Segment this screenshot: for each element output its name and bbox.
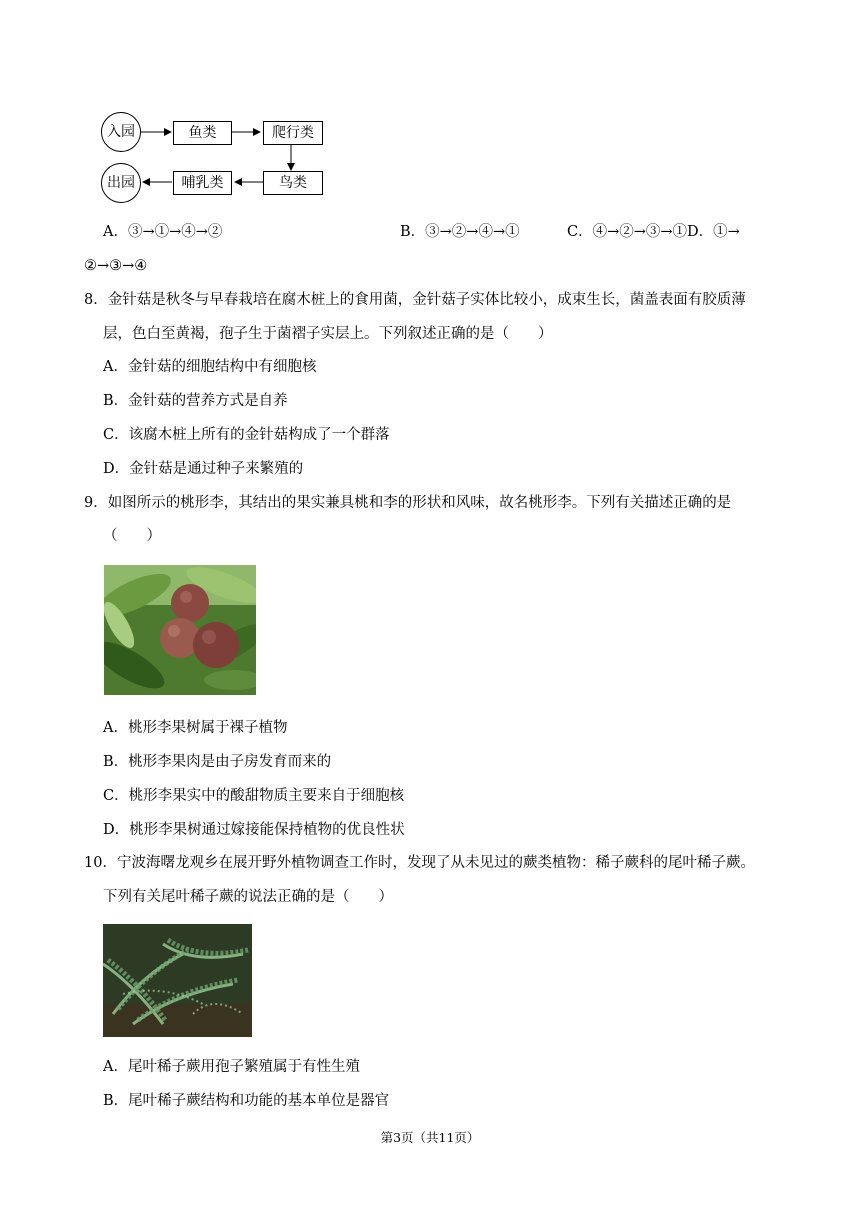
peach-plum-photo — [104, 565, 256, 695]
q9-option-d: D．桃形李果树通过嫁接能保持植物的优良性状 — [103, 822, 405, 838]
q7-option-c: C．④→②→③→①D．①→ — [567, 224, 740, 240]
q8-stem-line1: 8．金针菇是秋冬与早春栽培在腐木桩上的食用菌，金针菇子实体比较小，成束生长，菌盖表面有胶质薄 — [84, 292, 746, 308]
q8-option-c: C．该腐木桩上所有的金针菇构成了一个群落 — [103, 427, 390, 443]
q8-option-d: D．金针菇是通过种子来繁殖的 — [103, 461, 304, 477]
q10-option-b: B．尾叶稀子蕨结构和功能的基本单位是器官 — [103, 1093, 390, 1109]
q10-stem-line2: 下列有关尾叶稀子蕨的说法正确的是（ ） — [103, 889, 393, 905]
q7-option-b: B．③→②→④→① — [400, 224, 520, 240]
page-footer: 第3页（共11页） — [380, 1130, 480, 1145]
q7-option-a: A．③→①→④→② — [103, 224, 223, 240]
q9-stem-line2: （ ） — [103, 528, 161, 544]
q9-option-c: C．桃形李果实中的酸甜物质主要来自于细胞核 — [103, 788, 405, 804]
q8-option-a: A．金针菇的细胞结构中有细胞核 — [103, 359, 317, 375]
q9-option-b: B．桃形李果肉是由子房发育而来的 — [103, 754, 332, 770]
fern-photo — [103, 924, 252, 1037]
q9-option-a: A．桃形李果树属于裸子植物 — [103, 720, 288, 736]
enter-node: 入园 — [101, 112, 141, 152]
q10-option-a: A．尾叶稀子蕨用孢子繁殖属于有性生殖 — [103, 1059, 360, 1075]
fish-node: 鱼类 — [173, 121, 232, 145]
mammal-node: 哺乳类 — [173, 171, 232, 195]
q7-option-d-cont: ②→③→④ — [84, 258, 148, 274]
q9-stem-line1: 9．如图所示的桃形李，其结出的果实兼具桃和李的形状和风味，故名桃形李。下列有关描述正确的是 — [84, 495, 732, 511]
bird-node: 鸟类 — [263, 171, 323, 195]
reptile-node: 爬行类 — [263, 121, 323, 145]
q8-stem-line2: 层，色白至黄褐，孢子生于菌褶子实层上。下列叙述正确的是（ ） — [103, 326, 553, 342]
exit-node: 出园 — [101, 163, 141, 203]
q10-stem-line1: 10．宁波海曙龙观乡在展开野外植物调查工作时，发现了从未见过的蕨类植物：稀子蕨科的尾叶稀子蕨。 — [84, 855, 755, 871]
q8-option-b: B．金针菇的营养方式是自养 — [103, 393, 288, 409]
